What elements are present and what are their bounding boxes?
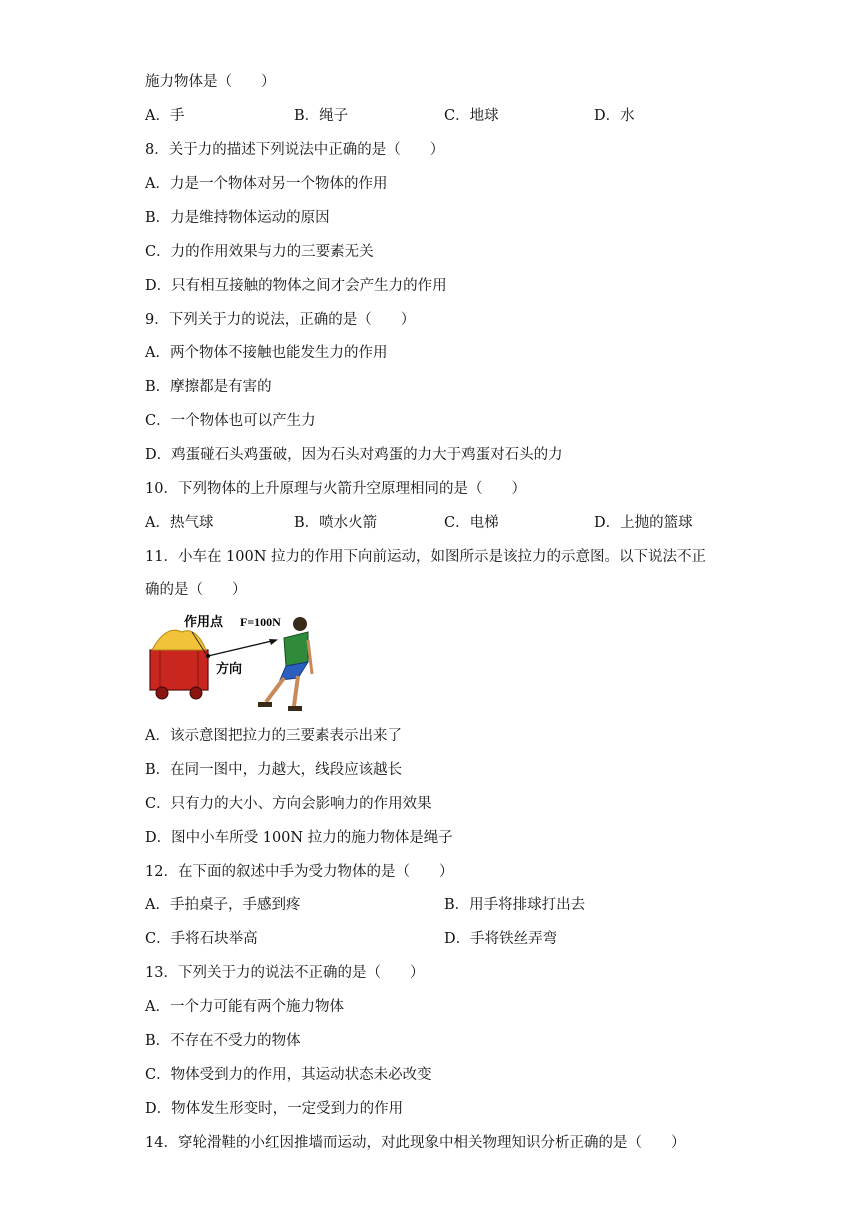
q7-option-a: A．手 <box>145 108 185 124</box>
force-arrow-head <box>269 639 278 645</box>
q11-option-a: A．该示意图把拉力的三要素表示出来了 <box>145 728 402 744</box>
q7-option-b: B．绳子 <box>294 108 349 124</box>
q8-option-a: A．力是一个物体对另一个物体的作用 <box>145 176 388 192</box>
q12-option-b: B．用手将排球打出去 <box>444 897 586 913</box>
figure-label-force: F=100N <box>240 615 281 629</box>
q7-option-c: C．地球 <box>444 108 499 124</box>
q8-stem: 8．关于力的描述下列说法中正确的是（ ） <box>145 142 445 158</box>
cart-pull-figure <box>148 610 318 718</box>
q8-option-b: B．力是维持物体运动的原因 <box>145 210 330 226</box>
person-shoe <box>288 706 302 711</box>
q8-option-c: C．力的作用效果与力的三要素无关 <box>145 244 374 260</box>
q13-option-a: A．一个力可能有两个施力物体 <box>145 999 344 1015</box>
q9-option-a: A．两个物体不接触也能发生力的作用 <box>145 345 388 361</box>
figure-label-direction: 方向 <box>216 661 243 676</box>
person-arm <box>308 640 312 674</box>
q14-stem: 14．穿轮滑鞋的小红因推墙而运动，对此现象中相关物理知识分析正确的是（ ） <box>145 1135 686 1151</box>
q13-option-b: B．不存在不受力的物体 <box>145 1033 301 1049</box>
q9-option-c: C．一个物体也可以产生力 <box>145 413 316 429</box>
q11-option-d: D．图中小车所受 100N 拉力的施力物体是绳子 <box>145 830 453 846</box>
q13-stem: 13．下列关于力的说法不正确的是（ ） <box>145 965 425 981</box>
q11-option-c: C．只有力的大小、方向会影响力的作用效果 <box>145 796 432 812</box>
q13-option-d: D．物体发生形变时，一定受到力的作用 <box>145 1101 404 1117</box>
q7-stem-tail: 施力物体是（ ） <box>145 74 276 90</box>
q8-option-d: D．只有相互接触的物体之间才会产生力的作用 <box>145 278 447 294</box>
person-shorts <box>280 662 308 680</box>
person-head <box>293 617 307 631</box>
q9-option-b: B．摩擦都是有害的 <box>145 379 272 395</box>
q11-option-b: B．在同一图中，力越大，线段应该越长 <box>145 762 403 778</box>
q12-option-c: C．手将石块举高 <box>145 931 258 947</box>
q7-option-d: D．水 <box>594 108 635 124</box>
q10-option-c: C．电梯 <box>444 515 499 531</box>
force-arrow-line <box>208 640 276 656</box>
q11-stem-line1: 11．小车在 100N 拉力的作用下向前运动，如图所示是该拉力的示意图。以下说法不正 <box>145 549 707 565</box>
q9-stem: 9．下列关于力的说法，正确的是（ ） <box>145 312 416 328</box>
person-leg <box>294 676 298 706</box>
cart-body <box>150 650 208 690</box>
cart-wheel <box>156 687 168 699</box>
figure-label-point: 作用点 <box>184 614 224 629</box>
q10-option-a: A．热气球 <box>145 515 214 531</box>
q10-option-d: D．上抛的篮球 <box>594 515 693 531</box>
sand-pile <box>152 630 206 650</box>
person-leg <box>266 678 284 702</box>
q13-option-c: C．物体受到力的作用，其运动状态未必改变 <box>145 1067 432 1083</box>
person-shirt <box>284 632 308 666</box>
q10-option-b: B．喷水火箭 <box>294 515 378 531</box>
q11-stem-line2: 确的是（ ） <box>145 582 247 598</box>
force-application-point <box>206 654 210 658</box>
q9-option-d: D．鸡蛋碰石头鸡蛋破，因为石头对鸡蛋的力大于鸡蛋对石头的力 <box>145 447 563 463</box>
cart-wheel <box>190 687 202 699</box>
q10-stem: 10．下列物体的上升原理与火箭升空原理相同的是（ ） <box>145 481 526 497</box>
q12-option-a: A．手拍桌子，手感到疼 <box>145 897 301 913</box>
q12-option-d: D．手将铁丝弄弯 <box>444 931 558 947</box>
person-shoe <box>258 702 272 707</box>
q12-stem: 12．在下面的叙述中手为受力物体的是（ ） <box>145 864 454 880</box>
